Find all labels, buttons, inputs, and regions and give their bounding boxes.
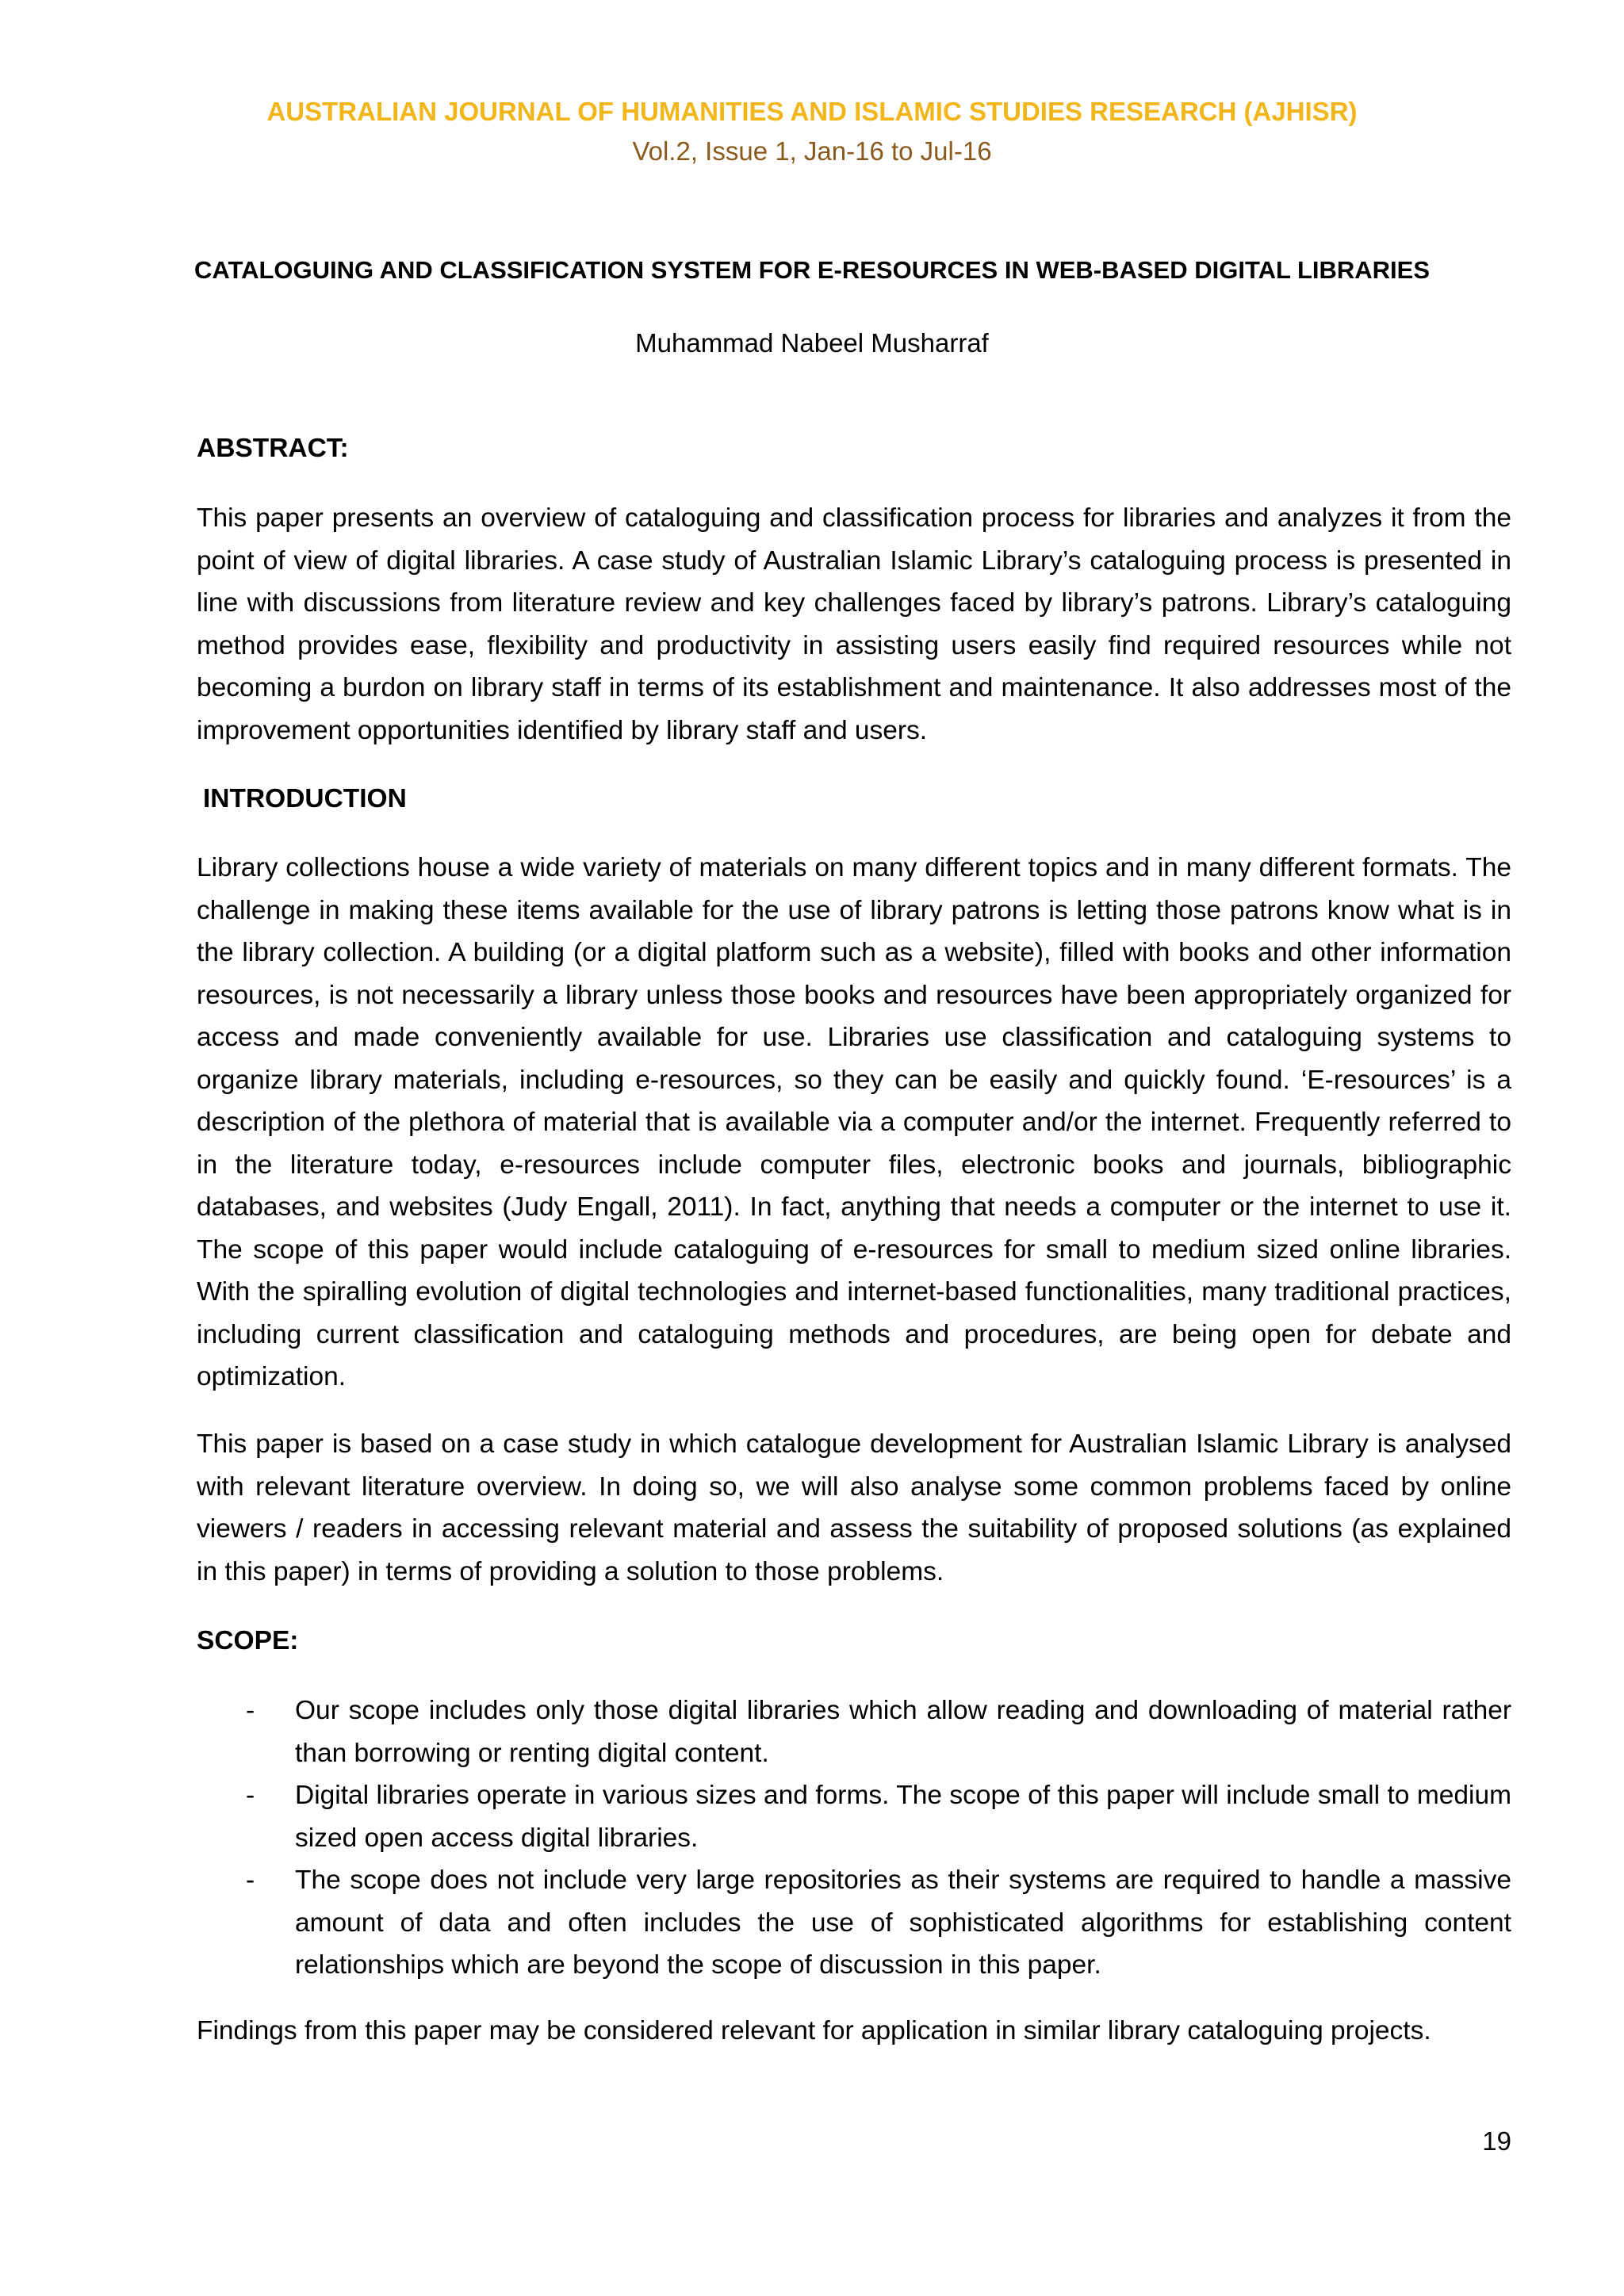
scope-list-item: [197, 1774, 1511, 1859]
introduction-section: [203, 778, 1518, 821]
introduction-body-2: [197, 1423, 1511, 1593]
journal-issue: Vol.2, Issue 1, Jan-16 to Jul-16: [632, 136, 992, 166]
scope-list: [197, 1689, 1511, 1987]
scope-list-item: [197, 1689, 1511, 1774]
author-name: Muhammad Nabeel Musharraf: [635, 328, 989, 358]
scope-closing: [197, 2010, 1511, 2053]
journal-title: AUSTRALIAN JOURNAL OF HUMANITIES AND ISLAMIC STUDIES RESEARCH (AJHISR): [266, 97, 1358, 126]
abstract-heading: ABSTRACT:: [197, 434, 349, 463]
bullet-dash: -: [246, 1866, 255, 1895]
paper-title: CATALOGUING AND CLASSIFICATION SYSTEM FOR E-RESOURCES IN WEB-BASED DIGITAL LIBRARIES: [193, 256, 1431, 284]
abstract-text: This paper presents an overview of cataloguing and classification process for libraries and analyzes it from the point of view of digital libraries. A case study of Australian Islamic Library’s cataloguing process is presented in line with discussions from literature review and key challenges faced by library’s patrons. Library’s cataloguing method provides ease, flexibility and productivity in assisting users easily find required resources while not becoming a burdon on library staff in terms of its establishment and maintenance. It also addresses most of the improvement opportunities identified by library staff and users.: [197, 503, 1511, 745]
scope-list-item: [197, 1859, 1511, 1987]
closing-paragraph: Findings from this paper may be considered relevant for application in similar library cataloguing projects.: [197, 2016, 1431, 2045]
abstract-section: [197, 427, 1511, 470]
introduction-heading: INTRODUCTION: [203, 784, 407, 813]
scope-section: [197, 1620, 1511, 1663]
introduction-paragraph: This paper is based on a case study in which catalogue development for Australian Islamic Library is analysed with relevant literature overview. In doing so, we will also analyse some common problems faced by online viewers / readers in accessing relevant material and assess the suitability of proposed solutions (as explained in this paper) in terms of providing a solution to those problems.: [197, 1429, 1511, 1586]
introduction-paragraph: Library collections house a wide variety of materials on many different topics and in many different formats. The challenge in making these items available for the use of library patrons is letting those patrons know what is in the library collection. A building (or a digital platform such as a website), filled with books and other information resources, is not necessarily a library unless those books and resources have been appropriately organized for access and made conveniently available for use. Libraries use classification and cataloguing systems to organize library materials, including e-resources, so they can be easily and quickly found. ‘E-resources’ is a description of the plethora of material that is available via a computer and/or the internet. Frequently referred to in the literature today, e-resources include computer files, electronic books and journals, bibliographic databases, and websites (Judy Engall, 2011). In fact, anything that needs a computer or the internet to use it. The scope of this paper would include cataloguing of e-resources for small to medium sized online libraries. With the spiralling evolution of digital technologies and internet-based functionalities, many traditional practices, including current classification and cataloguing methods and procedures, are being open for debate and optimization.: [197, 853, 1511, 1391]
scope-item-text: Our scope includes only those digital libraries which allow reading and downloading of material rather than borrowing or renting digital content.: [295, 1696, 1511, 1768]
scope-heading: SCOPE:: [197, 1626, 299, 1655]
page-number: 19: [1482, 2126, 1511, 2156]
abstract-body: [197, 497, 1511, 752]
scope-item-text: Digital libraries operate in various sizes and forms. The scope of this paper will include small to medium sized open access digital libraries.: [295, 1781, 1511, 1853]
introduction-body: [197, 847, 1511, 1399]
bullet-dash: -: [246, 1696, 255, 1725]
bullet-dash: -: [246, 1781, 255, 1810]
scope-item-text: The scope does not include very large repositories as their systems are required to handle a massive amount of data and often includes the use of sophisticated algorithms for establishing content relationships which are beyond the scope of discussion in this paper.: [295, 1866, 1511, 1980]
